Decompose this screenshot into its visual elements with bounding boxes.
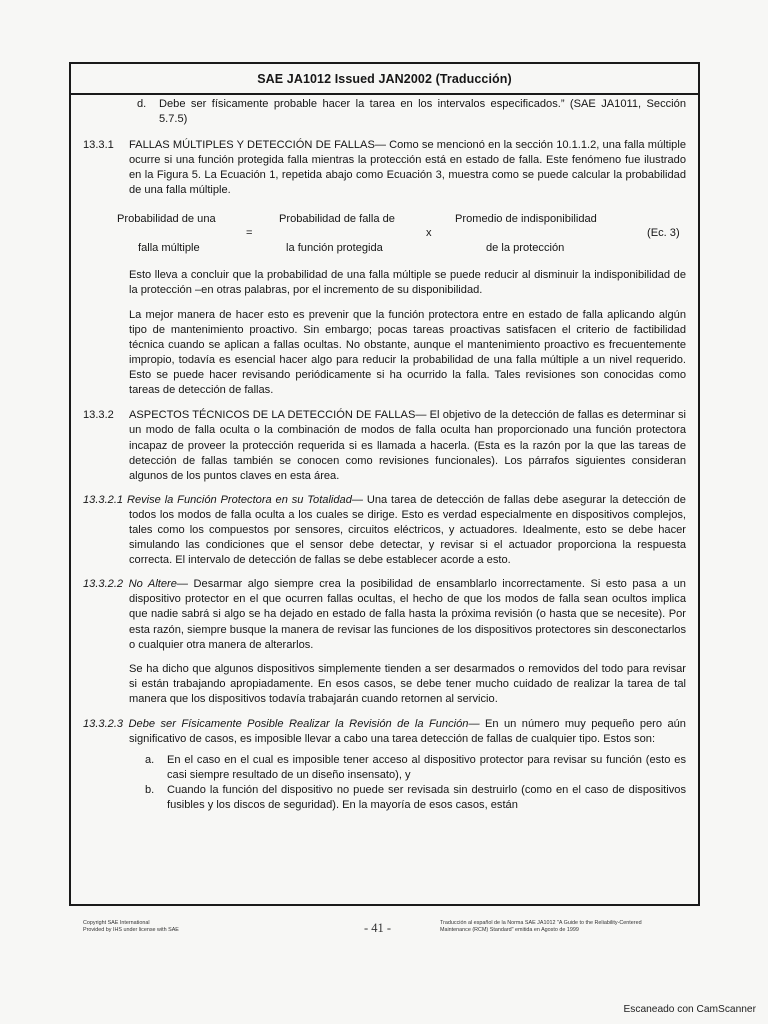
equation-3 — [83, 208, 686, 256]
page-content — [83, 97, 686, 814]
list-marker: a. — [145, 754, 155, 767]
footer-note-line: Traducción al español de la Norma SAE JA1012 "A Guide to the Reliability-Centered — [440, 920, 642, 926]
paragraph-best-way: La mejor manera de hacer esto es prevenir que la función protectora entre en estado de falla aplicando algún tipo de mantenimiento proactivo. Sin embargo; pocas tareas proactivas satisfacen el criterio de factibilidad técnica cuando se aplican a fallas ocultas. No obstante, aunque el mantenimiento proactivo es frecuentemente impropio, todavía es esencial hacer algo para reducir la probabilidad de una falla múltiple a un nivel requerido. Esto se puede hacer revisando periódicamente si ha ocurrido la falla. Tales revisiones son conocidas como tareas de detección de fallas. — [129, 308, 686, 397]
list-item-text: Debe ser físicamente probable hacer la tarea en los intervalos especificados.” (SAE JA1011, Sección 5.7.5) — [159, 98, 686, 126]
equation-mid-bottom: la función protegida — [286, 241, 383, 254]
equation-equals: = — [246, 226, 253, 239]
section-13-3-2-1 — [83, 493, 686, 568]
equation-label: (Ec. 3) — [647, 226, 680, 239]
subsection-text: Desarmar algo siempre crea la posibilidad de ensamblarlo incorrectamente. Si esto pasa a un dispositivo protector en el que ocurren fallas ocultas, el hecho de que los modos de falla sean ocultos implica que nadie sabrá si algo se ha dejado en estado de falla hasta la próxima revisión (o hasta que se necesite). Por esta razón, siempre busque la manera de revisar las funciones de los dispositivos protectores sin desconectarlos o cualquier otra manera de alterarlos. — [129, 578, 686, 651]
section-13-3-2 — [83, 408, 686, 483]
section-number: 13.3.1 — [83, 139, 114, 152]
list-item-text: Cuando la función del dispositivo no puede ser revisada sin destruirlo (como en el caso de dispositivos fusibles y los discos de seguridad). En la mayoría de esos casos, están — [167, 784, 686, 812]
footer-note-line: Maintenance (RCM) Standard" emitida en Agosto de 1999 — [440, 927, 579, 933]
section-13-3-2-2 — [83, 577, 686, 652]
page-number: - 41 - — [364, 921, 392, 935]
page-header — [71, 64, 698, 95]
document-page — [69, 62, 700, 906]
section-13-3-2-3 — [83, 717, 686, 747]
page-footer — [83, 920, 683, 944]
cases-list — [83, 753, 686, 813]
paragraph-disassembly: Se ha dicho que algunos dispositivos simplemente tienden a ser desarmados o removidos del todo para revisar si están trabajando apropiadamente. En esos casos, se debe tener mucho cuidado de realizar la tarea de tal manera que los dispositivos todavía trabajarán cuando retornen al servicio. — [129, 662, 686, 705]
equation-mid-top: Probabilidad de falla de — [279, 212, 395, 225]
list-item — [145, 753, 686, 783]
footer-translation-note — [440, 920, 680, 934]
subsection-text: Una tarea de detección de fallas debe asegurar la detección de todos los modos de falla oculta a los cuales se dirige. Esto es verdad especialmente en dispositivos complejos, tales como los compuestos por sensores, circuitos eléctricos, y actuadores. Idealmente, esto se debe hacer simulando las condiciones que el sensor debe detectar, y revisar si el actuador proporciona la respuesta correcta. El intervalo de detección de fallas se debe establecer acorde a esto. — [129, 493, 686, 567]
section-13-3-1 — [83, 138, 686, 198]
subsection-heading: 13.3.2.3 Debe ser Físicamente Posible Realizar la Revisión de la Función— — [83, 718, 480, 730]
equation-lhs-bottom: falla múltiple — [138, 241, 200, 254]
equation-rhs-bottom: de la protección — [486, 241, 565, 254]
section-text: ASPECTOS TÉCNICOS DE LA DETECCIÓN DE FALLAS— El objetivo de la detección de fallas es determinar si un modo de falla oculta o la combinación de modos de falla oculta han proporcionado una función protectora incapaz de proveer la protección requerida si es llamada a hacerla. (Esta es la razón por la que las tareas de detección de fallas también se conocen como revisiones funcionales). Los párrafos siguientes consideran algunos de los puntos claves en esta área. — [129, 409, 686, 482]
list-item-text: En el caso en el cual es imposible tener acceso al dispositivo protector para revisar su función (esto es casi siempre resultado de un diseño insensato), y — [167, 754, 686, 782]
paragraph-conclusion: Esto lleva a concluir que la probabilidad de una falla múltiple se puede reducir al disminuir la indisponibilidad de la protección –en otras palabras, por el incremento de su disponibilidad. — [129, 268, 686, 296]
footer-copyright — [83, 920, 179, 934]
equation-times: x — [426, 226, 432, 239]
section-text: FALLAS MÚLTIPLES Y DETECCIÓN DE FALLAS— Como se mencionó en la sección 10.1.1.2, una falla múltiple ocurre si una función protegida falla mientras la protección está en estado de falla. Este fenómeno fue ilustrado en la Figura 5. La Ecuación 1, repetida abajo como Ecuación 3, muestra como se puede calcular la probabilidad de una falla múltiple. — [129, 139, 686, 197]
list-item-d — [83, 97, 686, 127]
footer-copyright-line: Copyright SAE International — [83, 920, 150, 926]
subsection-heading: 13.3.2.2 No Altere— — [83, 578, 188, 591]
camscanner-watermark: Escaneado con CamScanner — [623, 1004, 756, 1015]
list-item — [145, 783, 686, 813]
list-marker: b. — [145, 784, 155, 797]
equation-lhs-top: Probabilidad de una — [117, 212, 216, 225]
document-title: SAE JA1012 Issued JAN2002 (Traducción) — [257, 71, 512, 86]
footer-license-line: Provided by IHS under license with SAE — [83, 927, 179, 933]
subsection-heading: 13.3.2.1 Revise la Función Protectora en su Totalidad— — [83, 493, 363, 506]
subsection-text: En un número muy pequeño pero aún significativo de casos, es imposible llevar a cabo una tarea detección de fallas de cualquier tipo. Estos son: — [129, 718, 686, 746]
section-number: 13.3.2 — [83, 409, 114, 422]
list-marker: d. — [137, 98, 147, 110]
equation-rhs-top: Promedio de indisponibilidad — [455, 212, 597, 225]
